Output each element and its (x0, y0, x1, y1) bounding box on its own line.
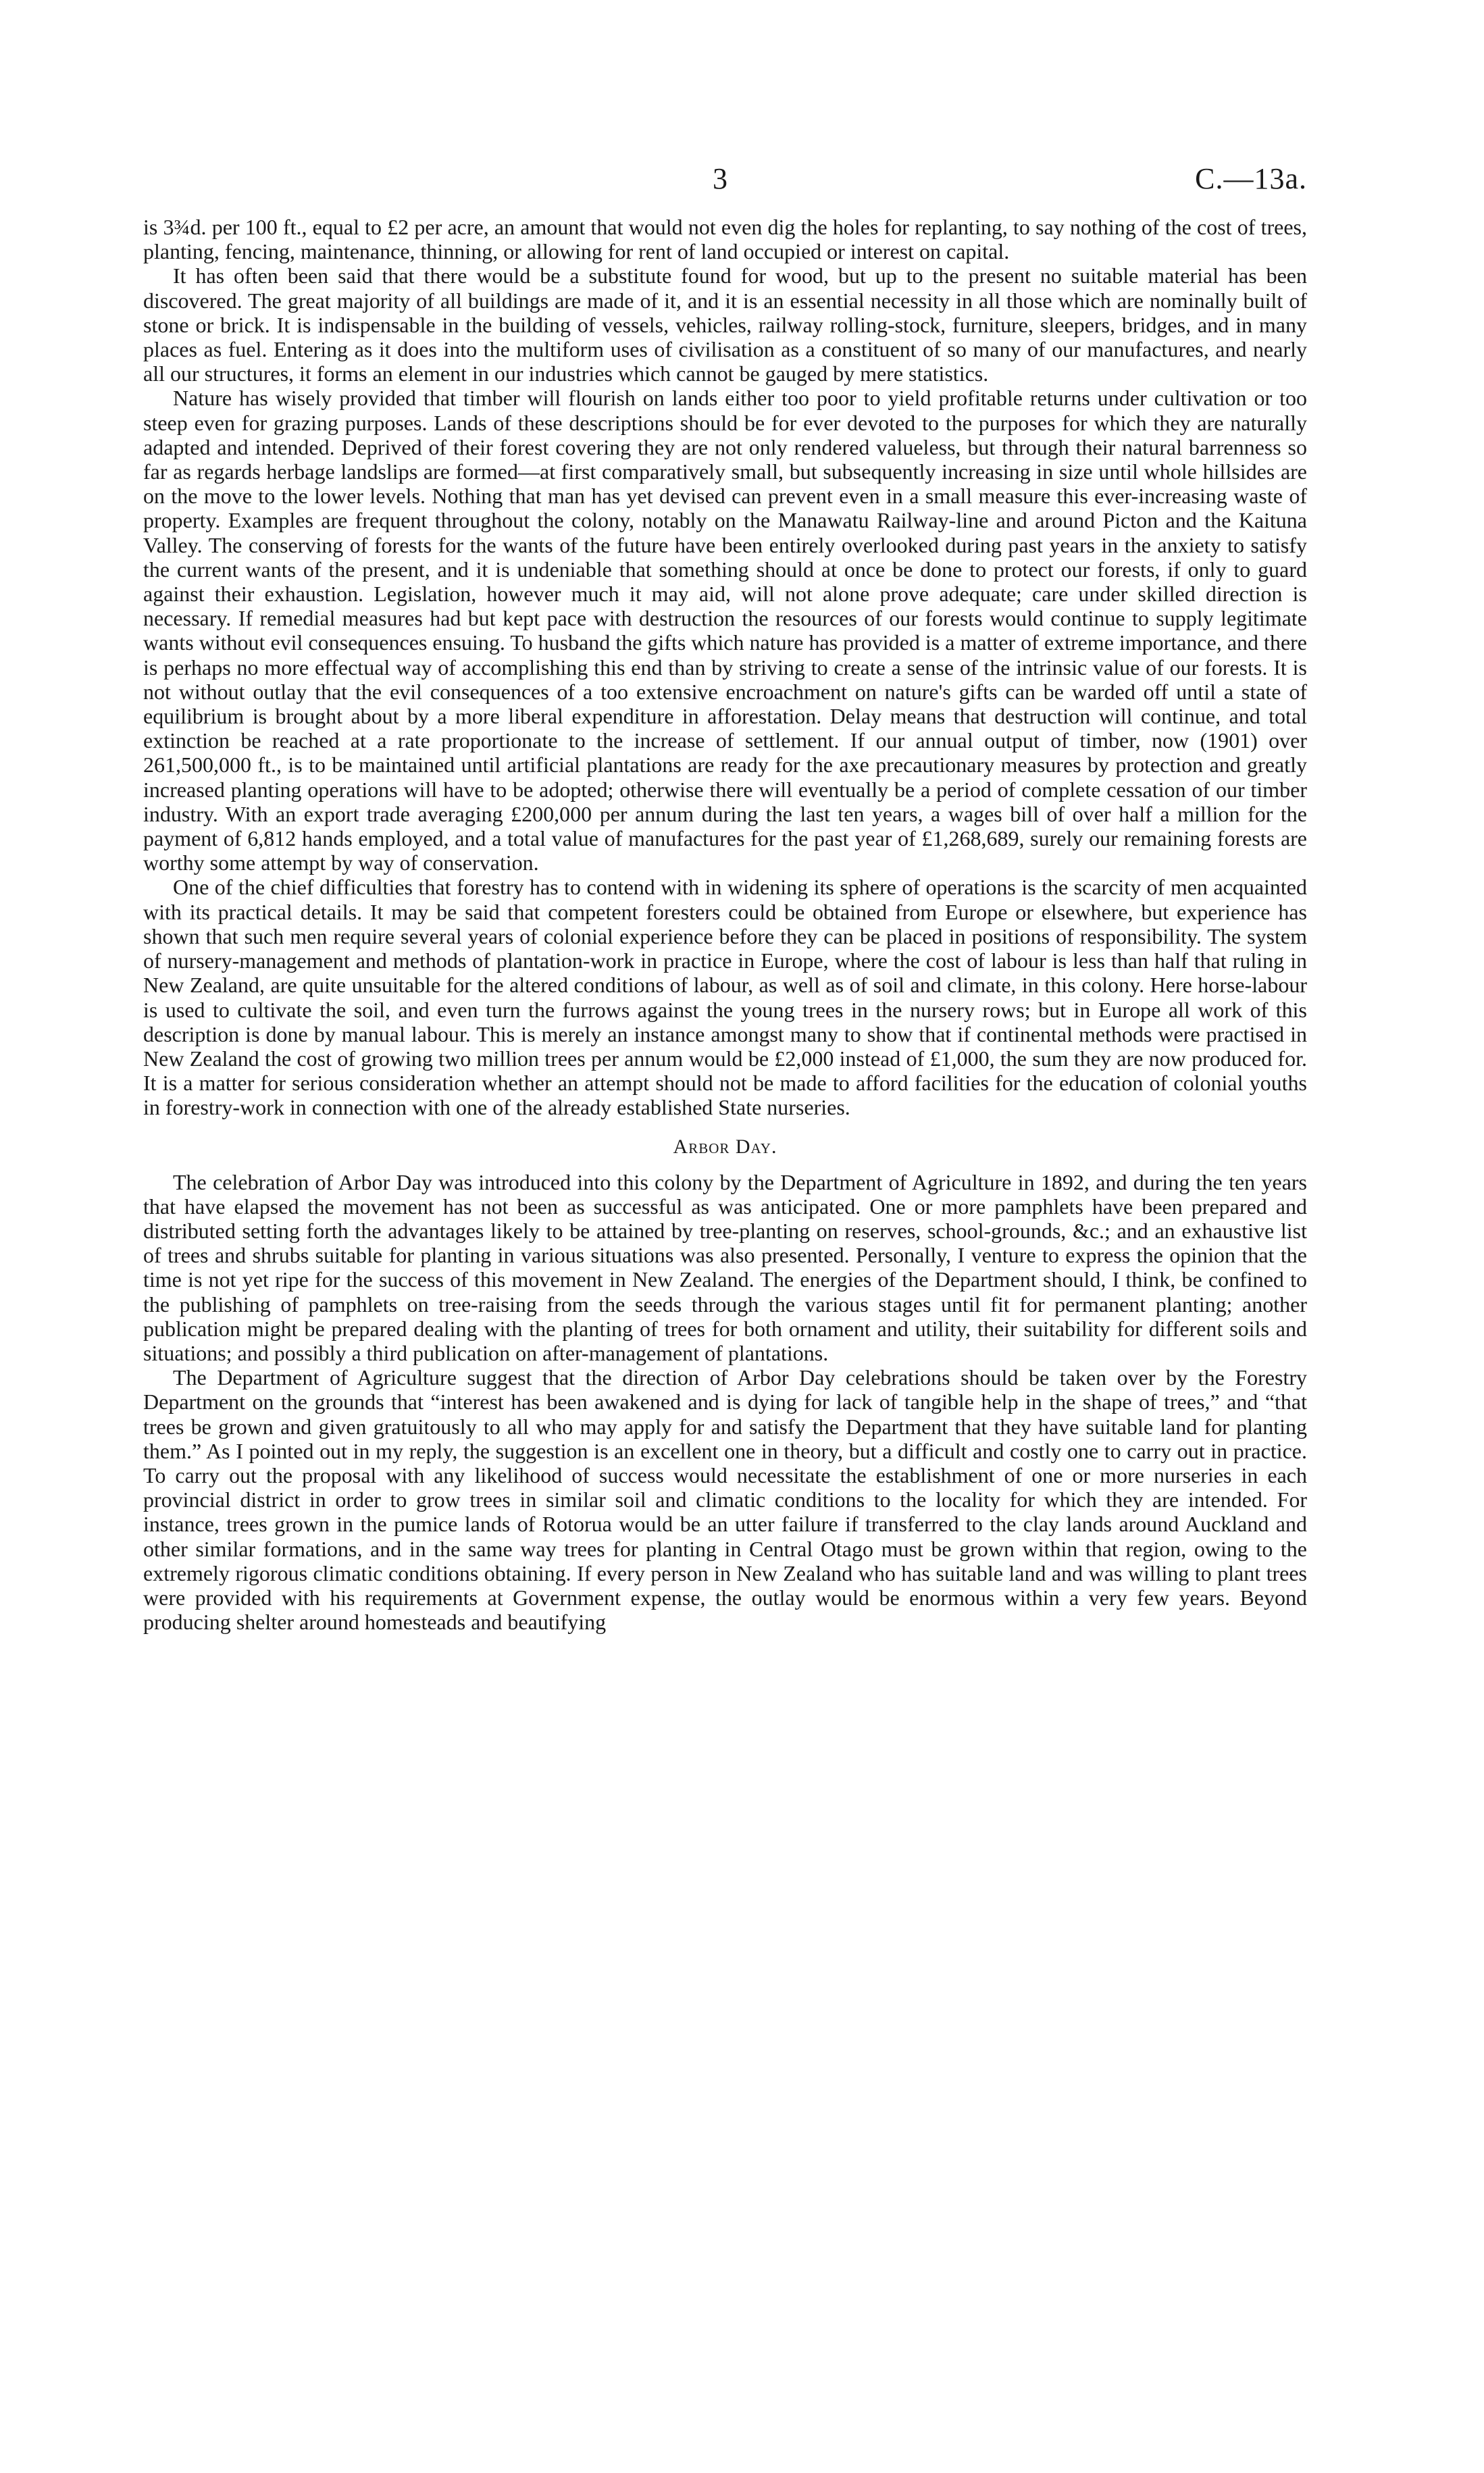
paragraph: The celebration of Arbor Day was introduced into this colony by the Department of Agriculture in 1892, and during the ten years that have elapsed the movement has not been as successful as was anticipated. One or more pamphlets have been prepared and distributed setting forth the advantages likely to be attained by tree-planting on reserves, school-grounds, &c.; and an exhaustive list of trees and shrubs suitable for planting in various situations was also presented. Personally, I venture to express the opinion that the time is not yet ripe for the success of this movement in New Zealand. The energies of the Department should, I think, be confined to the publishing of pamphlets on tree-raising from the seeds through the various stages until fit for permanent planting; another publication might be prepared dealing with the planting of trees for both ornament and utility, their suitability for different soils and situations; and possibly a third publication on after-management of plantations. (143, 1169, 1307, 1365)
body-text (143, 215, 1307, 1634)
paragraph: is 3¾d. per 100 ft., equal to £2 per acre, an amount that would not even dig the holes for replanting, to say nothing of the cost of trees, planting, fencing, maintenance, thinning, or allowing for rent of land occupied or interest on capital. (143, 215, 1307, 264)
paragraph: One of the chief difficulties that forestry has to contend with in widening its sphere of operations is the scarcity of men acquainted with its practical details. It may be said that competent foresters could be obtained from Europe or elsewhere, but experience has shown that such men require several years of colonial experience before they can be placed in positions of responsibility. The system of nursery-management and methods of plantation-work in practice in Europe, where the cost of labour is less than half that ruling in New Zealand, are quite unsuitable for the altered conditions of labour, as well as of soil and climate, in this colony. Here horse-labour is used to cultivate the soil, and even turn the furrows against the young trees in the nursery rows; but in Europe all work of this description is done by manual labour. This is merely an instance amongst many to show that if continental methods were practised in New Zealand the cost of growing two million trees per annum would be £2,000 instead of £1,000, the sum they are now produced for. It is a matter for serious consideration whether an attempt should not be made to afford facilities for the education of colonial youths in forestry-work in connection with one of the already established State nurseries. (143, 875, 1307, 1120)
paragraph: Nature has wisely provided that timber will flourish on lands either too poor to yield profitable returns under cultivation or too steep even for grazing purposes. Lands of these descriptions should be for ever devoted to the purposes for which they are naturally adapted and intended. Deprived of their forest covering they are not only rendered valueless, but through their natural barrenness so far as regards herbage landslips are formed—at first comparatively small, but subsequently increasing in size until whole hillsides are on the move to the lower levels. Nothing that man has yet devised can prevent even in a small measure this ever-increasing waste of property. Examples are frequent throughout the colony, notably on the Manawatu Railway-line and around Picton and the Kaituna Valley. The conserving of forests for the wants of the future have been entirely overlooked during past years in the anxiety to satisfy the current wants of the present, and it is undeniable that something should at once be done to protect our forests, if only to guard against their exhaustion. Legislation, however much it may aid, will not alone prove adequate; care under skilled direction is necessary. If remedial measures had but kept pace with destruction the resources of our forests would continue to supply legitimate wants without evil consequences ensuing. To husband the gifts which nature has provided is a matter of extreme importance, and there is perhaps no more effectual way of accomplishing this end than by striving to create a sense of the intrinsic value of our forests. It is not without outlay that the evil consequences of a too extensive encroachment on nature's gifts can be warded off until a state of equilibrium is brought about by a more liberal expenditure in afforestation. Delay means that destruction will continue, and total extinction be reached at a rate proportionate to the increase of settlement. If our annual output of timber, now (1901) over 261,500,000 ft., is to be maintained until artificial plantations are ready for the axe precautionary measures by protection and greatly increased planting operations will have to be adopted; otherwise there will eventually be a period of complete cessation of our timber industry. With an export trade averaging £200,000 per annum during the last ten years, a wages bill of over half a million for the payment of 6,812 hands employed, and a total value of manufactures for the past year of £1,268,689, surely our remaining forests are worthy some attempt by way of conservation. (143, 386, 1307, 875)
document-reference: C.—13a. (1195, 162, 1307, 195)
paragraph: The Department of Agriculture suggest that the direction of Arbor Day celebrations should be taken over by the Forestry Department on the grounds that “interest has been awakened and is dying for lack of tangible help in the shape of trees,” and “that trees be grown and given gratuitously to all who may apply for and satisfy the Department that they have suitable land for planting them.” As I pointed out in my reply, the suggestion is an excellent one in theory, but a difficult and costly one to carry out in practice. To carry out the proposal with any likelihood of success would necessitate the establishment of one or more nurseries in each provincial district in order to grow trees in similar soil and climatic conditions to the locality for which they are intended. For instance, trees grown in the pumice lands of Rotorua would be an utter failure if transferred to the clay lands around Auckland and other similar formations, and in the same way trees for planting in Central Otago must be grown within that region, owing to the extremely rigorous climatic conditions obtaining. If every person in New Zealand who has suitable land and was willing to plant trees were provided with his requirements at Government expense, the outlay would be enormous within a very few years. Beyond producing shelter around homesteads and beautifying (143, 1365, 1307, 1635)
paragraph: It has often been said that there would be a substitute found for wood, but up to the present no suitable material has been discovered. The great majority of all buildings are made of it, and it is an essential necessity in all those which are nominally built of stone or brick. It is indispensable in the building of vessels, vehicles, railway rolling-stock, furniture, sleepers, bridges, and in many places as fuel. Entering as it does into the multiform uses of civilisation as a constituent of so many of our manufactures, and nearly all our structures, it forms an element in our industries which cannot be gauged by mere statistics. (143, 263, 1307, 386)
section-title: Arbor Day. (673, 1135, 777, 1158)
page-number: 3 (713, 162, 727, 195)
